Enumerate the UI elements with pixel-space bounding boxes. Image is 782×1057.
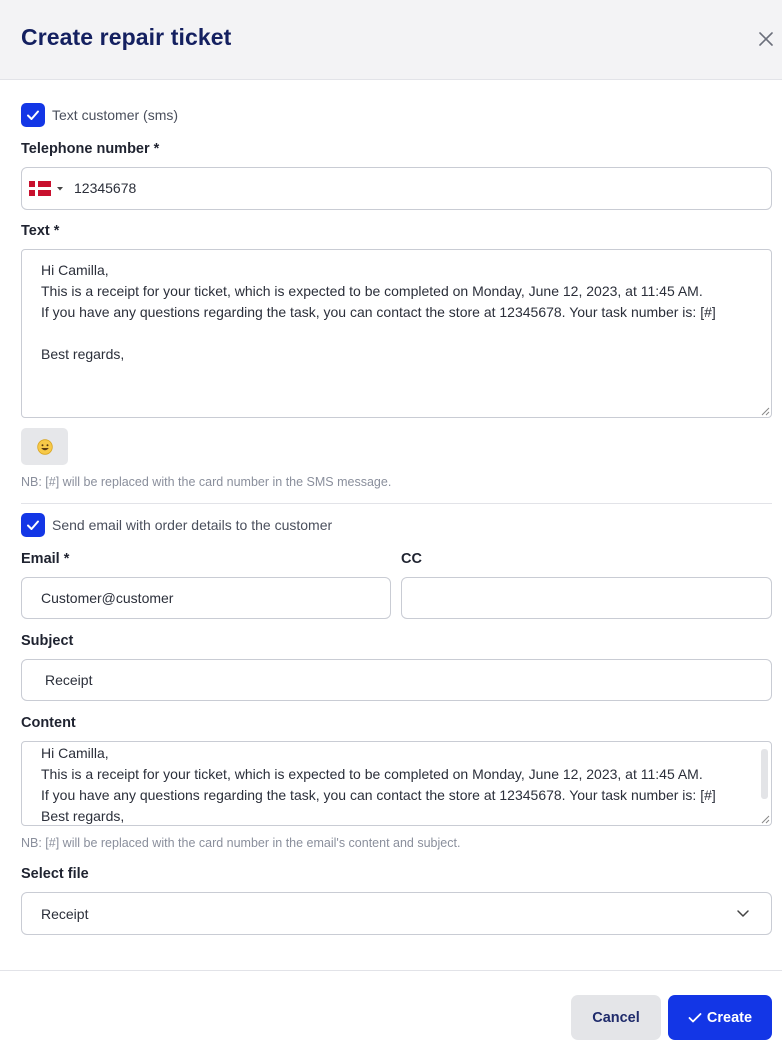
text-label: Text *: [21, 223, 60, 239]
create-button[interactable]: [668, 995, 772, 1040]
file-select[interactable]: [21, 892, 772, 935]
file-select-value: Receipt: [41, 906, 89, 922]
subject-field[interactable]: [21, 659, 772, 701]
cancel-button[interactable]: [571, 995, 661, 1040]
phone-value: 12345678: [74, 180, 137, 196]
country-select[interactable]: [29, 181, 67, 197]
sms-text-line: This is a receipt for your ticket, which is expected to be completed on Monday, June 12, 2023, at 11:45 AM.: [41, 283, 703, 299]
subject-label: Subject: [21, 633, 74, 649]
denmark-flag-icon: [29, 181, 51, 196]
phone-label: Telephone number *: [21, 141, 160, 157]
sms-checkbox-label: Text customer (sms): [52, 107, 179, 123]
section-divider: [21, 503, 772, 504]
content-line: This is a receipt for your ticket, which is expected to be completed on Monday, June 12, 2023, at 11:45 AM.: [41, 766, 703, 782]
close-button[interactable]: [756, 29, 776, 49]
email-value: Customer@customer: [41, 590, 174, 606]
cancel-button-label: Cancel: [592, 1009, 640, 1026]
email-note: NB: [#] will be replaced with the card number in the email's content and subject.: [21, 836, 461, 850]
content-line: If you have any questions regarding the task, you can contact the store at 12345678. Your task number is: [#]: [41, 787, 716, 803]
phone-field[interactable]: [21, 167, 772, 210]
cc-field[interactable]: [401, 577, 772, 619]
sms-text-line: Hi Camilla,: [41, 262, 109, 278]
emoji-button[interactable]: [21, 428, 68, 465]
email-field[interactable]: [21, 577, 391, 619]
close-icon: [756, 29, 776, 49]
caret-down-icon: [56, 186, 64, 192]
scrollbar[interactable]: [761, 749, 768, 799]
resize-handle-icon[interactable]: [759, 405, 770, 416]
content-label: Content: [21, 715, 76, 731]
cc-label: CC: [401, 551, 422, 567]
sms-note: NB: [#] will be replaced with the card number in the SMS message.: [21, 475, 392, 489]
dialog-title: Create repair ticket: [21, 24, 232, 50]
checkmark-icon: [25, 107, 41, 123]
chevron-down-icon: [736, 909, 750, 918]
sms-text-area[interactable]: [21, 249, 772, 418]
sms-text-line: [41, 323, 716, 344]
dialog-header: [0, 0, 782, 80]
smiley-emoji-icon: [37, 439, 53, 455]
subject-value: Receipt: [45, 672, 93, 688]
content-line: Best regards,: [41, 808, 125, 824]
file-label: Select file: [21, 866, 89, 882]
checkmark-icon: [688, 1012, 702, 1024]
sms-checkbox[interactable]: [21, 103, 45, 127]
footer-divider: [0, 970, 782, 971]
sms-text-line: Best regards,: [41, 346, 125, 362]
email-label: Email *: [21, 551, 70, 567]
sms-text-line: If you have any questions regarding the task, you can contact the store at 12345678. Your task number is: [#]: [41, 304, 716, 320]
create-button-label: Create: [706, 1009, 753, 1026]
resize-handle-icon[interactable]: [759, 813, 770, 824]
content-line: Hi Camilla,: [41, 745, 109, 761]
email-checkbox-label: Send email with order details to the customer: [52, 517, 333, 533]
email-checkbox[interactable]: [21, 513, 45, 537]
email-content-area[interactable]: [21, 741, 772, 826]
checkmark-icon: [25, 517, 41, 533]
